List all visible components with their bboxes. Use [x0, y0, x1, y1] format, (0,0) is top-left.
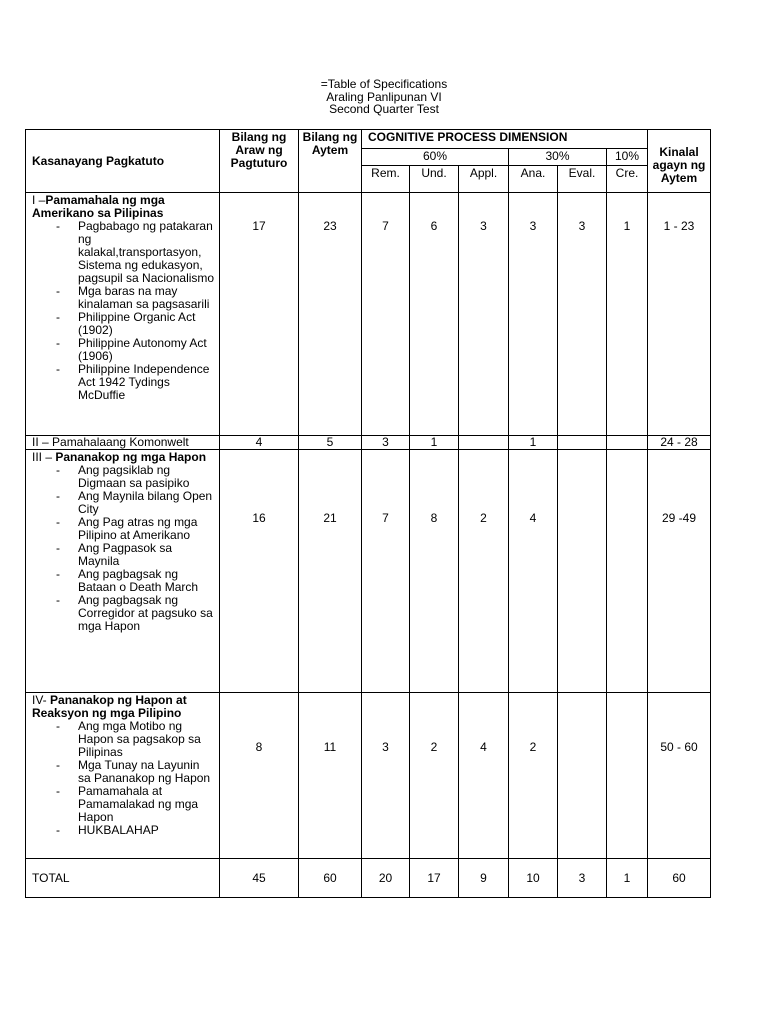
rem-cell: 3	[362, 693, 410, 859]
total-eval: 3	[558, 859, 607, 898]
list-item: - Ang Maynila bilang Open City	[56, 490, 215, 516]
competency-title: III – Pananakop ng mga Hapon	[32, 450, 207, 464]
list-item: - Philippine Organic Act (1902)	[56, 311, 215, 337]
table-row	[26, 193, 711, 436]
rem-cell: 7	[362, 193, 410, 436]
total-appl: 9	[459, 859, 509, 898]
list-item: - Philippine Independence Act 1942 Tydings McDuffie	[56, 363, 215, 402]
appl-cell: 3	[459, 193, 509, 436]
eval-cell	[558, 450, 607, 693]
cre-cell	[607, 693, 648, 859]
total-rem: 20	[362, 859, 410, 898]
und-cell: 1	[410, 436, 459, 450]
title-line-2: Araling Panlipunan VI	[326, 89, 442, 104]
days-cell: 8	[220, 693, 299, 859]
header-level-rem: Rem.	[362, 166, 410, 193]
total-cre: 1	[607, 859, 648, 898]
header-level-eval: Eval.	[558, 166, 607, 193]
header-competency: Kasanayang Pagkatuto	[26, 130, 220, 193]
eval-cell	[558, 436, 607, 450]
list-item: - Mga baras na may kinalaman sa pagsasarili	[56, 285, 215, 311]
und-cell: 2	[410, 693, 459, 859]
items-cell: 23	[299, 193, 362, 436]
list-item: - HUKBALAHAP	[56, 824, 215, 837]
list-item: - Ang pagbagsak ng Corregidor at pagsuko sa mga Hapon	[56, 594, 215, 633]
ana-cell: 1	[509, 436, 558, 450]
list-item: - Ang Pagpasok sa Maynila	[56, 542, 215, 568]
und-cell: 8	[410, 450, 459, 693]
items-cell: 11	[299, 693, 362, 859]
total-und: 17	[410, 859, 459, 898]
ana-cell: 3	[509, 193, 558, 436]
days-cell: 16	[220, 450, 299, 693]
items-cell: 21	[299, 450, 362, 693]
title-line-1: =Table of Specifications	[320, 77, 448, 91]
total-label: TOTAL	[26, 859, 220, 898]
ana-cell: 4	[509, 450, 558, 693]
placement-cell: 29 -49	[648, 450, 711, 693]
list-item: - Ang pagsiklab ng Digmaan sa pasipiko	[56, 464, 215, 490]
competency-cell: II – Pamahalaang Komonwelt	[26, 436, 220, 450]
header-items: Bilang ng Aytem	[299, 130, 362, 193]
total-ana: 10	[509, 859, 558, 898]
und-cell: 6	[410, 193, 459, 436]
header-pct-10: 10%	[607, 149, 648, 166]
placement-cell: 24 - 28	[648, 436, 711, 450]
days-cell: 17	[220, 193, 299, 436]
eval-cell	[558, 693, 607, 859]
competency-cell	[26, 693, 220, 859]
document-title	[0, 78, 768, 116]
competency-list	[32, 220, 215, 402]
header-level-appl: Appl.	[459, 166, 509, 193]
header-days: Bilang ng Araw ng Pagtuturo	[220, 130, 299, 193]
cre-cell	[607, 436, 648, 450]
competency-title: IV- Pananakop ng Hapon at Reaksyon ng mga Pilipino	[32, 693, 187, 720]
competency-cell	[26, 193, 220, 436]
total-days: 45	[220, 859, 299, 898]
eval-cell: 3	[558, 193, 607, 436]
table-row	[26, 436, 711, 450]
list-item: - Ang Pag atras ng mga Pilipino at Amerikano	[56, 516, 215, 542]
header-level-cre: Cre.	[607, 166, 648, 193]
rem-cell: 7	[362, 450, 410, 693]
header-pct-60: 60%	[362, 149, 509, 166]
title-line-3: Second Quarter Test	[329, 102, 439, 116]
header-level-ana: Ana.	[509, 166, 558, 193]
competency-list	[32, 464, 215, 633]
header-cognitive-process: COGNITIVE PROCESS DIMENSION	[362, 130, 648, 149]
total-placement: 60	[648, 859, 711, 898]
list-item: - Philippine Autonomy Act (1906)	[56, 337, 215, 363]
total-items: 60	[299, 859, 362, 898]
table-row	[26, 450, 711, 693]
list-item: - Ang pagbagsak ng Bataan o Death March	[56, 568, 215, 594]
items-cell: 5	[299, 436, 362, 450]
list-item: - Pamamahala at Pamamalakad ng mga Hapon	[56, 785, 215, 824]
total-row	[26, 859, 711, 898]
competency-list	[32, 720, 215, 837]
specifications-table	[25, 129, 711, 898]
header-pct-30: 30%	[509, 149, 607, 166]
rem-cell: 3	[362, 436, 410, 450]
placement-cell: 1 - 23	[648, 193, 711, 436]
appl-cell	[459, 436, 509, 450]
cre-cell	[607, 450, 648, 693]
appl-cell: 4	[459, 693, 509, 859]
header-placement: Kinalal agayn ng Aytem	[648, 130, 711, 193]
days-cell: 4	[220, 436, 299, 450]
placement-cell: 50 - 60	[648, 693, 711, 859]
header-row-1	[26, 130, 711, 149]
appl-cell: 2	[459, 450, 509, 693]
cre-cell: 1	[607, 193, 648, 436]
competency-title: I –Pamamahala ng mga Amerikano sa Pilipinas	[32, 193, 165, 220]
list-item: - Pagbabago ng patakaran ng kalakal,transportasyon, Sistema ng edukasyon, pagsupil sa Nacionalismo	[56, 220, 215, 285]
ana-cell: 2	[509, 693, 558, 859]
list-item: - Ang mga Motibo ng Hapon sa pagsakop sa Pilipinas	[56, 720, 215, 759]
list-item: - Mga Tunay na Layunin sa Pananakop ng Hapon	[56, 759, 215, 785]
header-level-und: Und.	[410, 166, 459, 193]
table-row	[26, 693, 711, 859]
competency-cell	[26, 450, 220, 693]
